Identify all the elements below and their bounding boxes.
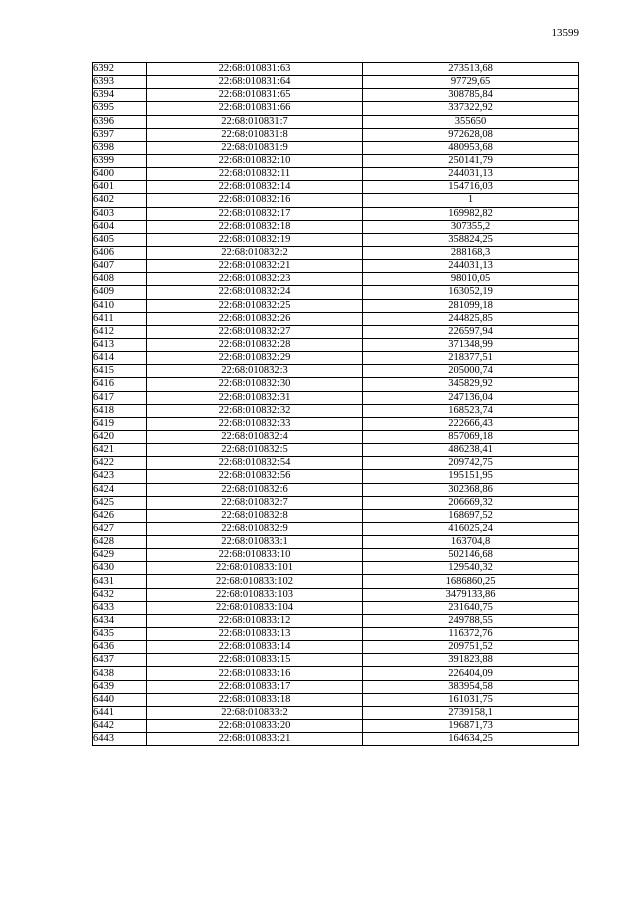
cadastral-number-cell: 22:68:010831:9 — [147, 141, 363, 154]
cadastral-number-cell: 22:68:010832:29 — [147, 352, 363, 365]
row-number-cell: 6443 — [93, 733, 147, 746]
value-cell: 116372,76 — [363, 628, 579, 641]
table-row — [93, 89, 579, 102]
value-cell: 97729,65 — [363, 76, 579, 89]
cadastral-number-cell: 22:68:010831:7 — [147, 115, 363, 128]
table-row — [93, 338, 579, 351]
row-number-cell: 6416 — [93, 378, 147, 391]
value-cell: 307355,2 — [363, 220, 579, 233]
cadastral-value-table — [92, 62, 579, 746]
cadastral-number-cell: 22:68:010833:17 — [147, 680, 363, 693]
row-number-cell: 6427 — [93, 522, 147, 535]
table-row — [93, 680, 579, 693]
value-cell: 250141,79 — [363, 154, 579, 167]
value-cell: 164634,25 — [363, 733, 579, 746]
table-row — [93, 260, 579, 273]
table-row — [93, 733, 579, 746]
cadastral-number-cell: 22:68:010832:32 — [147, 404, 363, 417]
row-number-cell: 6440 — [93, 693, 147, 706]
cadastral-number-cell: 22:68:010832:19 — [147, 233, 363, 246]
cadastral-number-cell: 22:68:010833:12 — [147, 614, 363, 627]
value-cell: 163704,8 — [363, 536, 579, 549]
table-row — [93, 286, 579, 299]
row-number-cell: 6421 — [93, 444, 147, 457]
value-cell: 416025,24 — [363, 522, 579, 535]
cadastral-number-cell: 22:68:010832:9 — [147, 522, 363, 535]
value-cell: 205000,74 — [363, 365, 579, 378]
row-number-cell: 6410 — [93, 299, 147, 312]
table-row — [93, 325, 579, 338]
value-cell: 358824,25 — [363, 233, 579, 246]
table-row — [93, 181, 579, 194]
cadastral-number-cell: 22:68:010832:26 — [147, 312, 363, 325]
row-number-cell: 6406 — [93, 246, 147, 259]
value-cell: 308785,84 — [363, 89, 579, 102]
value-cell: 209751,52 — [363, 641, 579, 654]
row-number-cell: 6436 — [93, 641, 147, 654]
row-number-cell: 6430 — [93, 562, 147, 575]
table-row — [93, 141, 579, 154]
value-cell: 226404,09 — [363, 667, 579, 680]
table-row — [93, 575, 579, 588]
cadastral-number-cell: 22:68:010832:11 — [147, 168, 363, 181]
table-row — [93, 352, 579, 365]
cadastral-number-cell: 22:68:010833:102 — [147, 575, 363, 588]
cadastral-number-cell: 22:68:010833:104 — [147, 601, 363, 614]
table-row — [93, 628, 579, 641]
table-row — [93, 365, 579, 378]
value-cell: 195151,95 — [363, 470, 579, 483]
table-row — [93, 194, 579, 207]
table-row — [93, 562, 579, 575]
table-row — [93, 417, 579, 430]
row-number-cell: 6408 — [93, 273, 147, 286]
table-row — [93, 654, 579, 667]
cadastral-number-cell: 22:68:010832:27 — [147, 325, 363, 338]
table-row — [93, 457, 579, 470]
cadastral-number-cell: 22:68:010833:21 — [147, 733, 363, 746]
value-cell: 1 — [363, 194, 579, 207]
row-number-cell: 6432 — [93, 588, 147, 601]
value-cell: 231640,75 — [363, 601, 579, 614]
value-cell: 273513,68 — [363, 63, 579, 76]
cadastral-number-cell: 22:68:010832:17 — [147, 207, 363, 220]
row-number-cell: 6433 — [93, 601, 147, 614]
value-cell: 391823,88 — [363, 654, 579, 667]
value-cell: 168523,74 — [363, 404, 579, 417]
cadastral-number-cell: 22:68:010833:10 — [147, 549, 363, 562]
cadastral-number-cell: 22:68:010832:33 — [147, 417, 363, 430]
value-cell: 154716,03 — [363, 181, 579, 194]
table-row — [93, 63, 579, 76]
cadastral-number-cell: 22:68:010833:13 — [147, 628, 363, 641]
row-number-cell: 6418 — [93, 404, 147, 417]
cadastral-number-cell: 22:68:010832:31 — [147, 391, 363, 404]
value-cell: 486238,41 — [363, 444, 579, 457]
row-number-cell: 6397 — [93, 128, 147, 141]
row-number-cell: 6405 — [93, 233, 147, 246]
row-number-cell: 6398 — [93, 141, 147, 154]
cadastral-number-cell: 22:68:010833:15 — [147, 654, 363, 667]
row-number-cell: 6417 — [93, 391, 147, 404]
row-number-cell: 6414 — [93, 352, 147, 365]
table-row — [93, 391, 579, 404]
cadastral-number-cell: 22:68:010832:2 — [147, 246, 363, 259]
table-row — [93, 720, 579, 733]
row-number-cell: 6392 — [93, 63, 147, 76]
table-row — [93, 220, 579, 233]
value-cell: 355650 — [363, 115, 579, 128]
table-row — [93, 509, 579, 522]
row-number-cell: 6441 — [93, 706, 147, 719]
cadastral-number-cell: 22:68:010833:16 — [147, 667, 363, 680]
table-row — [93, 430, 579, 443]
table-row — [93, 273, 579, 286]
cadastral-number-cell: 22:68:010831:8 — [147, 128, 363, 141]
row-number-cell: 6434 — [93, 614, 147, 627]
row-number-cell: 6439 — [93, 680, 147, 693]
row-number-cell: 6429 — [93, 549, 147, 562]
row-number-cell: 6428 — [93, 536, 147, 549]
value-cell: 169982,82 — [363, 207, 579, 220]
value-cell: 3479133,86 — [363, 588, 579, 601]
cadastral-number-cell: 22:68:010832:14 — [147, 181, 363, 194]
value-cell: 98010,05 — [363, 273, 579, 286]
cadastral-number-cell: 22:68:010833:103 — [147, 588, 363, 601]
cadastral-number-cell: 22:68:010831:64 — [147, 76, 363, 89]
cadastral-number-cell: 22:68:010833:18 — [147, 693, 363, 706]
row-number-cell: 6396 — [93, 115, 147, 128]
row-number-cell: 6435 — [93, 628, 147, 641]
value-cell: 288168,3 — [363, 246, 579, 259]
cadastral-number-cell: 22:68:010832:28 — [147, 338, 363, 351]
row-number-cell: 6415 — [93, 365, 147, 378]
value-cell: 480953,68 — [363, 141, 579, 154]
row-number-cell: 6422 — [93, 457, 147, 470]
row-number-cell: 6399 — [93, 154, 147, 167]
table-row — [93, 154, 579, 167]
table-row — [93, 115, 579, 128]
cadastral-number-cell: 22:68:010832:5 — [147, 444, 363, 457]
cadastral-number-cell: 22:68:010832:8 — [147, 509, 363, 522]
cadastral-number-cell: 22:68:010832:30 — [147, 378, 363, 391]
cadastral-number-cell: 22:68:010831:65 — [147, 89, 363, 102]
cadastral-number-cell: 22:68:010832:7 — [147, 496, 363, 509]
table-row — [93, 233, 579, 246]
value-cell: 1686860,25 — [363, 575, 579, 588]
table-row — [93, 536, 579, 549]
cadastral-number-cell: 22:68:010833:1 — [147, 536, 363, 549]
cadastral-number-cell: 22:68:010832:18 — [147, 220, 363, 233]
row-number-cell: 6437 — [93, 654, 147, 667]
value-cell: 2739158,1 — [363, 706, 579, 719]
cadastral-number-cell: 22:68:010832:54 — [147, 457, 363, 470]
cadastral-number-cell: 22:68:010832:3 — [147, 365, 363, 378]
row-number-cell: 6403 — [93, 207, 147, 220]
value-cell: 161031,75 — [363, 693, 579, 706]
value-cell: 244825,85 — [363, 312, 579, 325]
cadastral-number-cell: 22:68:010832:24 — [147, 286, 363, 299]
table-row — [93, 549, 579, 562]
table-row — [93, 168, 579, 181]
row-number-cell: 6400 — [93, 168, 147, 181]
cadastral-number-cell: 22:68:010832:10 — [147, 154, 363, 167]
value-cell: 218377,51 — [363, 352, 579, 365]
table-row — [93, 483, 579, 496]
row-number-cell: 6393 — [93, 76, 147, 89]
table-row — [93, 404, 579, 417]
table-row — [93, 76, 579, 89]
value-cell: 206669,32 — [363, 496, 579, 509]
row-number-cell: 6402 — [93, 194, 147, 207]
value-cell: 249788,55 — [363, 614, 579, 627]
table-row — [93, 667, 579, 680]
row-number-cell: 6409 — [93, 286, 147, 299]
table-row — [93, 444, 579, 457]
table-row — [93, 588, 579, 601]
row-number-cell: 6431 — [93, 575, 147, 588]
cadastral-number-cell: 22:68:010833:101 — [147, 562, 363, 575]
cadastral-number-cell: 22:68:010831:66 — [147, 102, 363, 115]
table-row — [93, 102, 579, 115]
value-cell: 244031,13 — [363, 260, 579, 273]
table-row — [93, 312, 579, 325]
cadastral-number-cell: 22:68:010832:23 — [147, 273, 363, 286]
value-cell: 371348,99 — [363, 338, 579, 351]
value-cell: 168697,52 — [363, 509, 579, 522]
row-number-cell: 6407 — [93, 260, 147, 273]
table-row — [93, 706, 579, 719]
cadastral-number-cell: 22:68:010833:2 — [147, 706, 363, 719]
value-cell: 857069,18 — [363, 430, 579, 443]
row-number-cell: 6442 — [93, 720, 147, 733]
row-number-cell: 6438 — [93, 667, 147, 680]
value-cell: 129540,32 — [363, 562, 579, 575]
table-row — [93, 641, 579, 654]
table-row — [93, 246, 579, 259]
row-number-cell: 6395 — [93, 102, 147, 115]
table-row — [93, 470, 579, 483]
row-number-cell: 6413 — [93, 338, 147, 351]
value-cell: 226597,94 — [363, 325, 579, 338]
table-row — [93, 614, 579, 627]
table-row — [93, 299, 579, 312]
cadastral-number-cell: 22:68:010832:4 — [147, 430, 363, 443]
cadastral-number-cell: 22:68:010831:63 — [147, 63, 363, 76]
row-number-cell: 6425 — [93, 496, 147, 509]
cadastral-number-cell: 22:68:010833:14 — [147, 641, 363, 654]
table-row — [93, 378, 579, 391]
value-cell: 383954,58 — [363, 680, 579, 693]
row-number-cell: 6419 — [93, 417, 147, 430]
table-row — [93, 128, 579, 141]
value-cell: 302368,86 — [363, 483, 579, 496]
table-body — [93, 63, 579, 746]
table-row — [93, 496, 579, 509]
cadastral-number-cell: 22:68:010832:21 — [147, 260, 363, 273]
table-row — [93, 207, 579, 220]
value-cell: 209742,75 — [363, 457, 579, 470]
cadastral-number-cell: 22:68:010832:16 — [147, 194, 363, 207]
value-cell: 345829,92 — [363, 378, 579, 391]
value-cell: 281099,18 — [363, 299, 579, 312]
row-number-cell: 6404 — [93, 220, 147, 233]
page-number: 13599 — [551, 27, 579, 39]
value-cell: 196871,73 — [363, 720, 579, 733]
cadastral-number-cell: 22:68:010832:25 — [147, 299, 363, 312]
value-cell: 247136,04 — [363, 391, 579, 404]
row-number-cell: 6401 — [93, 181, 147, 194]
value-cell: 222666,43 — [363, 417, 579, 430]
table-row — [93, 522, 579, 535]
value-cell: 163052,19 — [363, 286, 579, 299]
cadastral-number-cell: 22:68:010832:56 — [147, 470, 363, 483]
table-row — [93, 693, 579, 706]
row-number-cell: 6426 — [93, 509, 147, 522]
row-number-cell: 6424 — [93, 483, 147, 496]
row-number-cell: 6423 — [93, 470, 147, 483]
value-cell: 337322,92 — [363, 102, 579, 115]
row-number-cell: 6420 — [93, 430, 147, 443]
table-row — [93, 601, 579, 614]
cadastral-number-cell: 22:68:010832:6 — [147, 483, 363, 496]
row-number-cell: 6394 — [93, 89, 147, 102]
row-number-cell: 6412 — [93, 325, 147, 338]
value-cell: 502146,68 — [363, 549, 579, 562]
value-cell: 972628,08 — [363, 128, 579, 141]
cadastral-number-cell: 22:68:010833:20 — [147, 720, 363, 733]
value-cell: 244031,13 — [363, 168, 579, 181]
row-number-cell: 6411 — [93, 312, 147, 325]
